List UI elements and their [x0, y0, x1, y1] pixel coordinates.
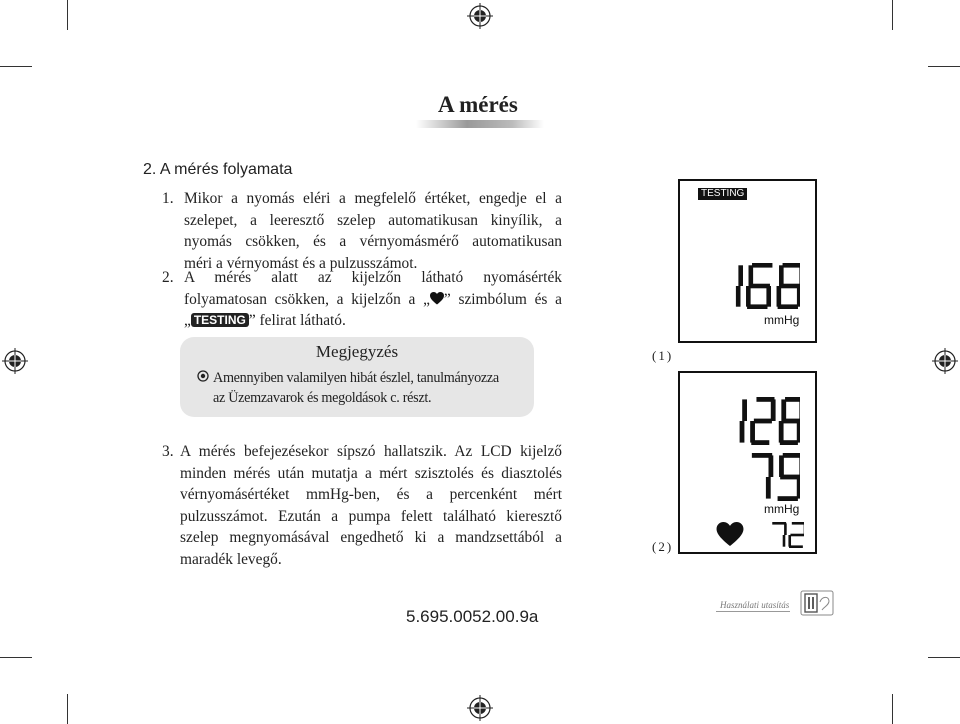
step-number: 2. [162, 269, 174, 286]
lcd-segment [792, 522, 804, 525]
step-number: 3. [162, 443, 174, 460]
crop-mark [0, 657, 32, 658]
figure-caption: (1) [652, 348, 674, 363]
lcd-segment [771, 399, 776, 421]
lcd-unit: mmHg [764, 502, 800, 516]
page-header [416, 90, 546, 130]
lcd-segment [797, 421, 800, 443]
step-3-line: pulzusszámot. Ezután a pumpa felett található kieresztő [180, 507, 562, 525]
note-line: az Üzemzavarok és megoldások c. részt. [213, 390, 432, 406]
step-1-line: Mikor a nyomás eléri a megfelelő értéket, engedje el a [184, 190, 562, 207]
step-2-text: ” szimbólum és a [443, 290, 562, 308]
lcd-segment [769, 455, 774, 477]
lcd-segment [750, 421, 755, 443]
step-1-line: méri a vérnyomást és a pulzusszámot. [184, 254, 418, 272]
manual-label: Használati utasítás [720, 600, 790, 610]
lcd-segment [797, 286, 800, 307]
step-number: 1. [162, 190, 174, 207]
lcd-testing-badge: TESTING [698, 188, 747, 200]
crop-mark [67, 694, 68, 724]
lcd-segment [799, 399, 800, 421]
document-code: 5.695.0052.00.9a [406, 607, 539, 626]
lcd-diastolic-value [744, 453, 800, 501]
manual-book-icon [800, 590, 834, 616]
step-2-line: A mérés alatt az kijelzőn látható nyomásérték [184, 269, 562, 286]
note-box [180, 337, 534, 417]
lcd-segment [799, 455, 800, 477]
lcd-segment [752, 263, 772, 268]
step-1-line: szelepet, a leeresztő szelep automatikusan kinyílik, a [184, 211, 562, 229]
lcd-segment [788, 535, 791, 547]
testing-badge: TESTING [191, 313, 249, 327]
lcd-segment [779, 455, 784, 477]
lcd-segment [779, 421, 784, 443]
lcd-segment [740, 421, 745, 443]
step-3-line: szelep megnyomásával engedhető ki a mandzsettából a [180, 529, 562, 546]
lcd-segment [751, 440, 769, 445]
step-2-text: „ [184, 312, 191, 329]
lcd-segment [772, 522, 786, 525]
lcd-segment [738, 265, 743, 286]
step-3-line: A mérés befejezésekor sípszó hallatszik. Az LCD kijelző [180, 443, 562, 460]
heart-icon [716, 522, 744, 547]
registration-mark-icon [467, 695, 493, 721]
lcd-segment [777, 286, 782, 307]
lcd-display-result [678, 371, 817, 554]
lcd-segment [784, 523, 787, 535]
registration-mark-icon [932, 348, 958, 374]
lcd-segment [797, 477, 800, 499]
step-3-line: minden mérés után mutatja a mért szisztolés és diasztolés [180, 464, 562, 482]
lcd-segment [790, 534, 804, 537]
lcd-segment [780, 475, 800, 480]
lcd-segment [778, 496, 798, 501]
crop-mark [928, 657, 960, 658]
crop-mark [892, 694, 893, 724]
step-3-line: vérnyomásértéket mmHg-ben, és a percenként mért [180, 486, 562, 503]
lcd-systolic-value [720, 397, 800, 445]
registration-mark-icon [2, 348, 28, 374]
crop-mark [67, 0, 68, 30]
lcd-segment [780, 284, 800, 289]
lcd-segment [781, 399, 786, 421]
lcd-segment [783, 453, 800, 458]
lcd-segment [766, 286, 771, 307]
note-title: Megjegyzés [315, 342, 399, 361]
lcd-segment [754, 419, 772, 424]
lcd-pressure-value [714, 263, 800, 309]
title-underline-bar [416, 120, 544, 128]
lcd-segment [766, 477, 771, 499]
step-2 [162, 267, 562, 332]
step-2-line [184, 310, 562, 332]
heart-icon [430, 292, 444, 305]
lcd-segment [749, 265, 754, 286]
step-1-line: nyomás csökken, és a vérnyomásmérő automatikusan [184, 233, 562, 250]
step-3 [162, 441, 562, 570]
lcd-pulse-value [768, 522, 804, 548]
crop-mark [0, 66, 32, 67]
step-2-line [184, 289, 562, 311]
lcd-display-measuring [678, 179, 817, 343]
lcd-segment [736, 286, 741, 307]
lcd-segment [747, 304, 767, 309]
step-2-text: ” felirat látható. [248, 312, 346, 329]
page-title: A mérés [438, 92, 518, 117]
lcd-segment [789, 545, 803, 548]
lcd-segment [782, 419, 800, 424]
lcd-segment [785, 397, 800, 402]
lcd-segment [783, 263, 800, 268]
figure-caption: (2) [652, 539, 674, 554]
step-2-text: folyamatosan csökken, a kijelzőn a „ [184, 290, 430, 308]
section-title: 2. A mérés folyamata [143, 161, 293, 178]
lcd-unit: mmHg [764, 313, 800, 327]
lcd-segment [783, 535, 786, 547]
lcd-segment [779, 265, 784, 286]
crop-mark [928, 66, 960, 67]
lcd-segment [799, 265, 800, 286]
note-text [213, 368, 499, 408]
manual-label-underline [716, 611, 790, 612]
step-3-line: maradék levegő. [180, 550, 282, 568]
note-line: Amennyiben valamilyen hibát észlel, tanulmányozza [213, 370, 499, 386]
step-1 [162, 188, 562, 274]
lcd-segment [746, 286, 751, 307]
lcd-segment [742, 399, 747, 421]
registration-mark-icon [467, 3, 493, 29]
crop-mark [892, 0, 893, 30]
bullseye-icon [197, 370, 209, 382]
